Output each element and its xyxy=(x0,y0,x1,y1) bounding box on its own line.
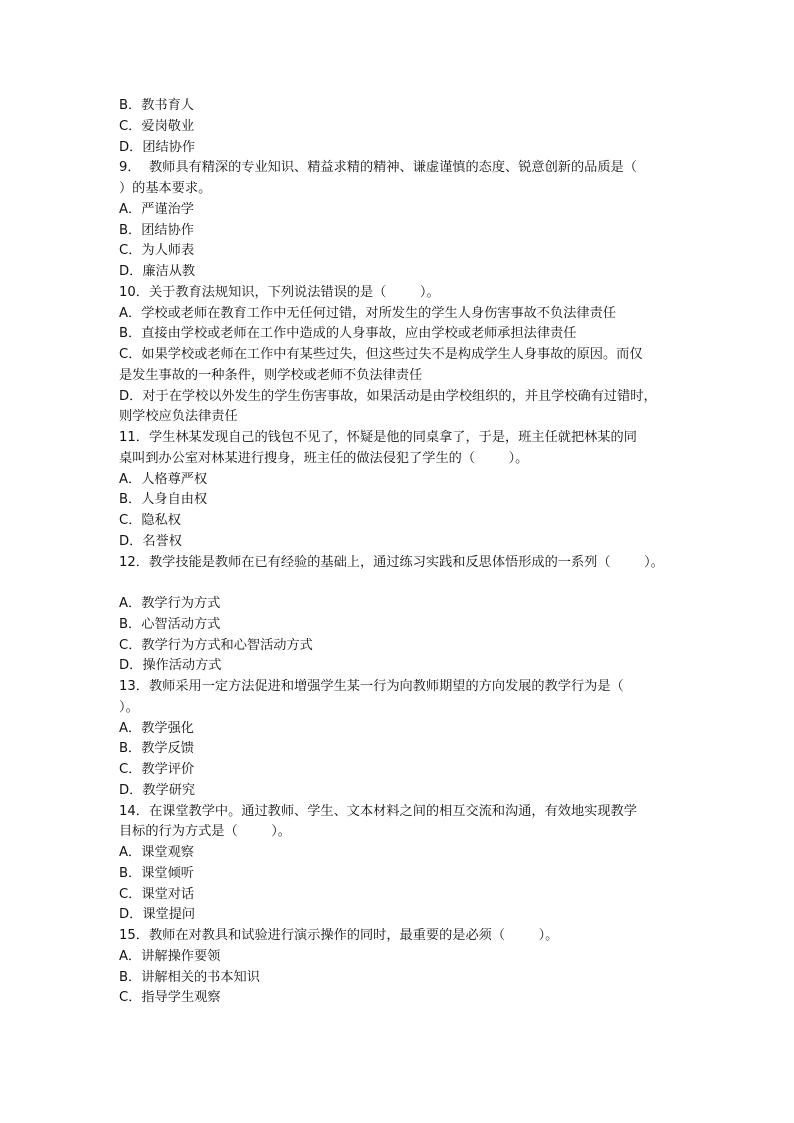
option-line: A．学校或老师在教育工作中无任何过错，对所发生的学生人身伤害事故不负法律责任 xyxy=(119,305,616,321)
option-line: B．人身自由权 xyxy=(119,492,208,508)
option-line: B．教书育人 xyxy=(119,98,194,113)
option-line: C．指导学生观察 xyxy=(119,990,221,1006)
option-line: B．教学反馈 xyxy=(119,741,194,757)
option-line: A．教学强化 xyxy=(119,720,194,736)
question-12-text: 12．教学技能是教师在已有经验的基础上，通过练习实践和反思体悟形成的一系列（ ）。 xyxy=(119,554,664,570)
option-line: C．如果学校或老师在工作中有某些过失，但这些过失不是构成学生人身事故的原因。而仅 xyxy=(119,347,643,362)
option-line: C．教学行为方式和心智活动方式 xyxy=(119,637,313,653)
option-line: D．团结协作 xyxy=(119,139,196,155)
option-line: C．教学评价 xyxy=(119,762,195,777)
question-13-text: 13．教师采用一定方法促进和增强学生某一行为向教师期望的方向发展的教学行为是（ xyxy=(119,679,624,694)
option-line: A．人格尊严权 xyxy=(119,471,208,487)
question-13-text-cont: ）。 xyxy=(119,699,139,715)
option-line: A．讲解操作要领 xyxy=(119,948,221,964)
option-line: C．课堂对话 xyxy=(119,886,195,902)
question-11-text-cont: 桌叫到办公室对林某进行搜身，班主任的做法侵犯了学生的（ ）。 xyxy=(119,450,529,466)
option-line-cont: 是发生事故的一种条件，则学校或老师不负法律责任 xyxy=(119,367,423,383)
option-line: A．严谨治学 xyxy=(119,201,194,217)
option-line: D．教学研究 xyxy=(119,782,196,798)
option-line: B．直接由学校或老师在工作中造成的人身事故，应由学校或老师承担法律责任 xyxy=(119,326,577,342)
option-line: D．对于在学校以外发生的学生伤害事故，如果活动是由学校组织的，并且学校确有过错时， xyxy=(119,388,657,404)
option-line: D．名誉权 xyxy=(119,533,182,549)
question-9-text: 9． 教师具有精深的专业知识、精益求精的精神、谦虚谨慎的态度、锐意创新的品质是（ xyxy=(119,160,637,176)
question-11-text: 11．学生林某发现自己的钱包不见了，怀疑是他的同桌拿了，于是，班主任就把林某的同 xyxy=(119,430,637,445)
option-line: C．爱岗敬业 xyxy=(119,118,195,134)
option-line: A．教学行为方式 xyxy=(119,596,221,611)
question-15-text: 15．教师在对教具和试验进行演示操作的同时，最重要的是必须（ ）。 xyxy=(119,928,559,943)
option-line: C．为人师表 xyxy=(119,243,195,259)
option-line: D．廉洁从教 xyxy=(119,264,196,279)
question-9-text-cont: ）的基本要求。 xyxy=(119,181,212,196)
document-page xyxy=(119,96,689,1009)
question-10-text: 10．关于教育法规知识，下列说法错误的是（ ）。 xyxy=(119,284,440,300)
option-line: D．操作活动方式 xyxy=(119,658,222,674)
option-line: D．课堂提问 xyxy=(119,907,196,923)
blank-line xyxy=(119,573,689,594)
question-14-text-cont: 目标的行为方式是（ ）。 xyxy=(119,824,291,840)
option-line-cont: 则学校应负法律责任 xyxy=(119,409,238,425)
option-line: B．团结协作 xyxy=(119,222,194,238)
option-line: B．讲解相关的书本知识 xyxy=(119,969,260,985)
question-14-text: 14．在课堂教学中。通过教师、学生、文本材料之间的相互交流和沟通，有效地实现教学 xyxy=(119,803,637,819)
option-line: B．课堂倾听 xyxy=(119,865,194,881)
option-line: A．课堂观察 xyxy=(119,845,194,860)
option-line: B．心智活动方式 xyxy=(119,616,221,632)
option-line: C．隐私权 xyxy=(119,513,181,528)
